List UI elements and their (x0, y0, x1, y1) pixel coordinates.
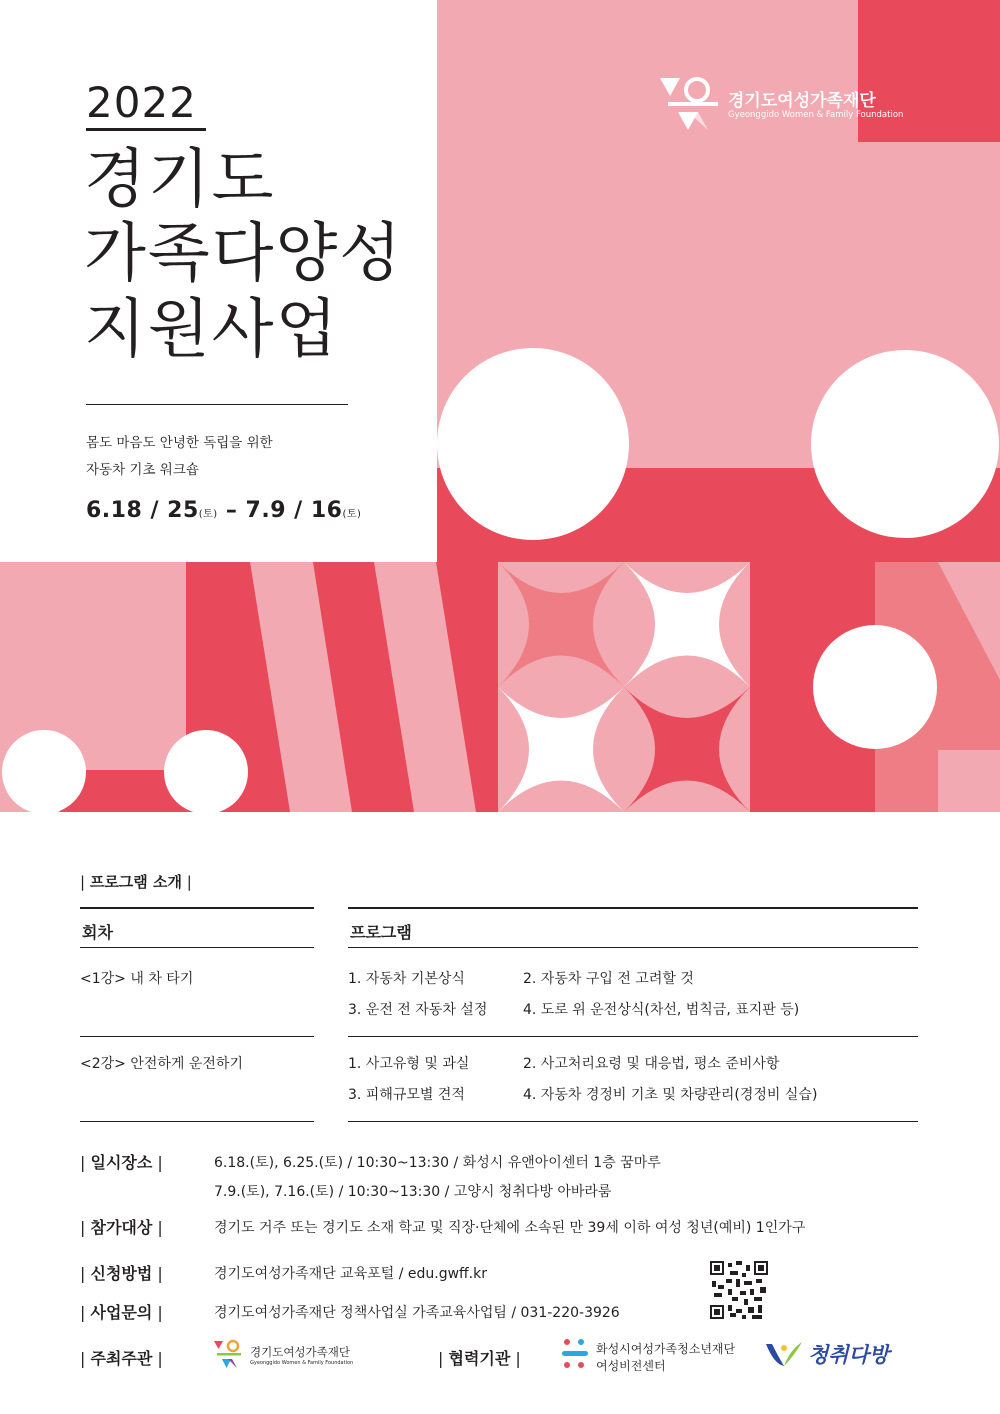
host-label-text: 주최주관 (90, 1349, 153, 1368)
partner-label-text: 협력기관 (448, 1349, 511, 1368)
partner-label: | 협력기관 | (438, 1349, 521, 1368)
partner-2-logo-icon (764, 1338, 804, 1370)
session-header-rule (80, 907, 314, 909)
row-1-rule-right (348, 1036, 918, 1037)
inquiry-label: | 사업문의 | (80, 1303, 163, 1322)
session-2-name: <2강> 안전하게 운전하기 (80, 1056, 243, 1072)
foundation-name-ko: 경기도여성가족재단 (728, 91, 876, 111)
header-row-rule (80, 947, 314, 948)
session-1-item-2: 2. 자동차 구입 전 고려할 것 (523, 971, 694, 987)
session-2-item-2: 2. 사고처리요령 및 대응법, 평소 준비사항 (523, 1056, 780, 1072)
host-logo-icon (214, 1339, 244, 1371)
session-1-name: <1강> 내 차 타기 (80, 971, 194, 987)
host-name-ko: 경기도여성가족재단 (250, 1345, 350, 1359)
schedule-label: | 일시장소 | (80, 1153, 163, 1172)
host-name-en: Gyeonggido Women & Family Foundation (250, 1360, 354, 1366)
partner-1-name-line-1: 화성시여성가족청소년재단 (596, 1342, 736, 1356)
session-2-item-3: 3. 피해규모별 견적 (348, 1087, 465, 1103)
program-column-header: 프로그램 (350, 923, 412, 942)
title-divider (86, 404, 348, 405)
subtitle-line-2: 자동차 기초 워크숍 (86, 462, 199, 478)
session-1-item-4: 4. 도로 위 운전상식(차선, 범칙금, 표지판 등) (523, 1002, 800, 1018)
schedule-label-text: 일시장소 (90, 1153, 153, 1172)
program-section-title: | 프로그램 소개 | (80, 873, 192, 891)
partner-1-name-line-2: 여성비전센터 (596, 1359, 666, 1373)
dates-main: 6.18 / 25 (86, 498, 199, 523)
dates-day-1: (토) (198, 509, 218, 520)
title-line-2: 가족다양성 (84, 217, 404, 291)
session-1-item-3: 3. 운전 전 자동차 설정 (348, 1002, 488, 1018)
row-1-rule (80, 1036, 314, 1037)
program-header-rule (348, 907, 918, 909)
subtitle-line-1: 몸도 마음도 안녕한 독립을 위한 (86, 435, 273, 451)
partner-2-name: 청취다방 (808, 1343, 890, 1367)
apply-label: | 신청방법 | (80, 1264, 163, 1283)
qr-code (710, 1261, 768, 1319)
target-text: 경기도 거주 또는 경기도 소재 학교 및 직장·단체에 소속된 만 39세 이하 여성 청년(예비) 1인가구 (214, 1220, 806, 1236)
header-row-rule-right (348, 947, 918, 948)
session-1-item-1: 1. 자동차 기본상식 (348, 971, 465, 987)
inquiry-text: 경기도여성가족재단 정책사업실 가족교육사업팀 / 031-220-3926 (214, 1305, 620, 1321)
foundation-name-en: Gyeonggido Women & Family Foundation (728, 110, 904, 120)
program-section-label: 프로그램 소개 (89, 873, 182, 891)
host-label: | 주최주관 | (80, 1349, 163, 1368)
partner-1-logo-icon (562, 1337, 588, 1371)
target-label-text: 참가대상 (90, 1218, 153, 1237)
apply-text: 경기도여성가족재단 교육포털 / edu.gwff.kr (214, 1266, 487, 1282)
row-2-rule-right (348, 1121, 918, 1122)
schedule-line-2: 7.9.(토), 7.16.(토) / 10:30~13:30 / 고양시 청취다방 아바라룸 (214, 1184, 612, 1200)
session-2-item-1: 1. 사고유형 및 과실 (348, 1056, 470, 1072)
dates-day-2: (토) (342, 509, 362, 520)
year-underline (86, 128, 206, 131)
title-line-1: 경기도 (84, 143, 276, 217)
schedule-line-1: 6.18.(토), 6.25.(토) / 10:30~13:30 / 화성시 유앤아이센터 1층 꿈마루 (214, 1155, 661, 1171)
session-column-header: 회차 (82, 923, 113, 942)
apply-label-text: 신청방법 (90, 1264, 153, 1283)
target-label: | 참가대상 | (80, 1218, 163, 1237)
session-2-item-4: 4. 자동차 경정비 기초 및 차량관리(경정비 실습) (523, 1087, 818, 1103)
inquiry-label-text: 사업문의 (90, 1303, 153, 1322)
year-label: 2022 (86, 78, 197, 127)
title-line-3: 지원사업 (84, 293, 340, 367)
dates-mid: – 7.9 / 16 (217, 498, 343, 523)
event-dates (86, 498, 361, 523)
row-2-rule (80, 1121, 314, 1122)
